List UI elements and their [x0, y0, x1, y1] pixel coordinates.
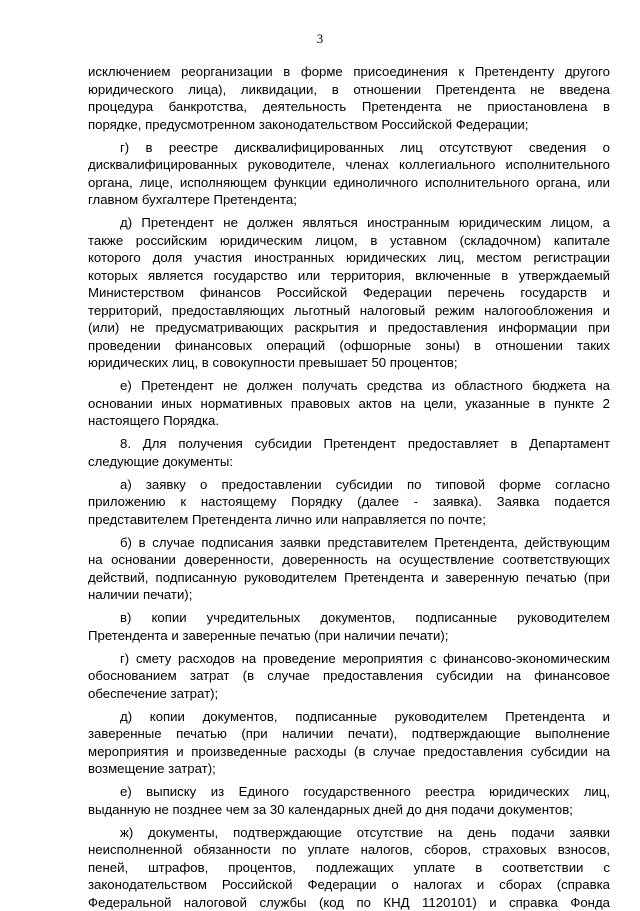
text-line: порядке, предусмотренном законодательством Российской Федерации;	[88, 116, 610, 134]
text-line: настоящего Порядка.	[88, 412, 610, 430]
text-line: е) Претендент не должен получать средства из областного бюджета на	[88, 377, 610, 395]
paragraph-e	[88, 377, 610, 430]
text-line: процедура банкротства, деятельность Претендента не приостановлена в	[88, 98, 610, 116]
text-line: главном бухгалтере Претендента;	[88, 191, 610, 209]
text-line: наличии печати);	[88, 586, 610, 604]
text-line: дисквалифицированных руководителе, членах коллегиального исполнительного	[88, 156, 610, 174]
text-line: заверенные печатью (при наличии печати), подтверждающие выполнение	[88, 725, 610, 743]
text-line: неисполненной обязанности по уплате налогов, сборов, страховых взносов,	[88, 841, 610, 859]
text-line: г) в реестре дисквалифицированных лиц отсутствуют сведения о	[88, 139, 610, 157]
text-line: проведении финансовых операций (офшорные зоны) в отношении таких	[88, 337, 610, 355]
text-line: д) копии документов, подписанные руководителем Претендента и	[88, 708, 610, 726]
paragraph-a	[88, 476, 610, 529]
text-line: (или) не предусматривающих раскрытия и предоставления информации при	[88, 319, 610, 337]
text-line: юридических лиц, в совокупности превышает 50 процентов;	[88, 354, 610, 372]
text-line: обоснованием затрат (в случае предоставления субсидии на финансовое	[88, 667, 610, 685]
text-line: территорий, предоставляющих льготный налоговый режим налогообложения и	[88, 302, 610, 320]
document-body	[88, 63, 610, 911]
text-line: Федеральной налоговой службы (код по КНД 1120101) и справка Фонда	[88, 894, 610, 911]
paragraph-b	[88, 534, 610, 604]
text-line: следующие документы:	[88, 453, 610, 471]
text-line: е) выписку из Единого государственного реестра юридических лиц,	[88, 783, 610, 801]
text-line: органа, лице, исполняющем функции единоличного исполнительного органа, или	[88, 174, 610, 192]
text-line: которого доля участия иностранных юридических лиц, местом регистрации	[88, 249, 610, 267]
text-line: представителем Претендента лично или направляется по почте;	[88, 511, 610, 529]
text-line: приложению к настоящему Порядку (далее - заявка). Заявка подается	[88, 493, 610, 511]
paragraph-d	[88, 214, 610, 372]
text-line: а) заявку о предоставлении субсидии по типовой форме согласно	[88, 476, 610, 494]
paragraph-d2	[88, 708, 610, 778]
text-line: на основании доверенности, доверенность на осуществление соответствующих	[88, 551, 610, 569]
text-line: действий, подписанную руководителем Претендента и заверенную печатью (при	[88, 569, 610, 587]
text-line: также российским юридическим лицом, в уставном (складочном) капитале	[88, 232, 610, 250]
text-line: Министерством финансов Российской Федерации перечень государств и	[88, 284, 610, 302]
text-line: д) Претендент не должен являться иностранным юридическим лицом, а	[88, 214, 610, 232]
text-line: ж) документы, подтверждающие отсутствие на день подачи заявки	[88, 824, 610, 842]
text-line: мероприятия и произведенные расходы (в случае предоставления субсидии на	[88, 743, 610, 761]
text-line: возмещение затрат);	[88, 760, 610, 778]
paragraph-zh	[88, 824, 610, 911]
text-line: пеней, штрафов, процентов, подлежащих уплате в соответствии с	[88, 859, 610, 877]
paragraph-v	[88, 609, 610, 644]
text-line: в) копии учредительных документов, подписанные руководителем	[88, 609, 610, 627]
text-line: основании иных нормативных правовых актов на цели, указанные в пункте 2	[88, 395, 610, 413]
paragraph-e2	[88, 783, 610, 818]
text-line: г) смету расходов на проведение мероприятия с финансово-экономическим	[88, 650, 610, 668]
text-line: 8. Для получения субсидии Претендент предоставляет в Департамент	[88, 435, 610, 453]
text-line: выданную не позднее чем за 30 календарных дней до дня подачи документов;	[88, 801, 610, 819]
paragraph-g2	[88, 650, 610, 703]
text-line: исключением реорганизации в форме присоединения к Претенденту другого	[88, 63, 610, 81]
text-line: Претендента и заверенные печатью (при наличии печати);	[88, 627, 610, 645]
page-number: 3	[0, 31, 640, 47]
text-line: которых является государство или территория, включенные в утверждаемый	[88, 267, 610, 285]
text-line: б) в случае подписания заявки представителем Претендента, действующим	[88, 534, 610, 552]
paragraph-cont	[88, 63, 610, 133]
paragraph-g	[88, 139, 610, 209]
text-line: законодательством Российской Федерации о налогах и сборах (справка	[88, 876, 610, 894]
text-line: обеспечение затрат);	[88, 685, 610, 703]
paragraph-8	[88, 435, 610, 470]
text-line: юридического лица), ликвидации, в отношении Претендента не введена	[88, 81, 610, 99]
